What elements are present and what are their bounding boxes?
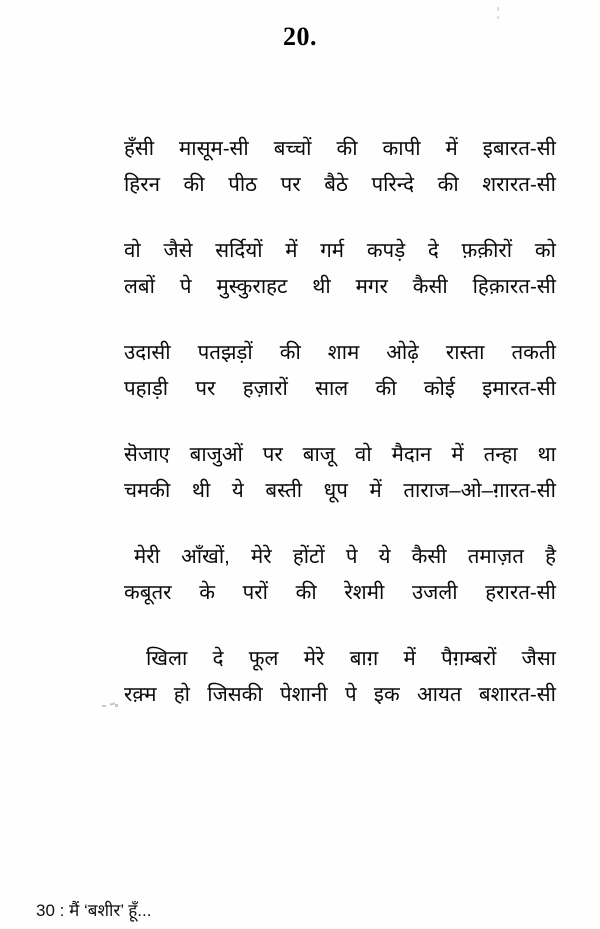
poem-word: मुस्कुराहट [216,275,288,298]
poem-word: हरारत-सी [485,581,556,604]
poem-word: ये [231,479,244,502]
poem-word: पेशानी [280,683,328,706]
poem-word: बशारत-सी [478,683,556,706]
poem-word: आयत [417,683,462,706]
poem-word: वो [354,443,372,466]
poem-word: सर्दियों [215,239,263,262]
poem-word: पर [195,377,216,400]
poem-word: हज़ारों [242,377,288,400]
poem-word: के [199,581,215,604]
poem-word: इक [373,683,400,706]
poem-word: की [295,581,317,604]
poem-word: बाग़ [349,647,379,670]
poem-couplet [124,233,556,305]
poem-couplet [124,335,556,407]
poem-word: थी [312,275,331,298]
poem-line [124,473,556,509]
poem-couplet [124,539,556,611]
poem-word: हिक़ारत-सी [472,275,556,298]
poem-word: हो [173,683,190,706]
poem-word: फूल [248,647,279,670]
poem-word: तन्हा [483,443,518,466]
poem-word: की [183,173,205,196]
margin-scan-artifact-icon [102,702,120,708]
poem-word: मेरे [303,647,325,670]
page-footer: 30 : मैं ‘बशीर’ हूँ... [36,901,152,920]
scan-speck-icon [497,7,499,11]
poem-word: होंटों [292,545,325,568]
poem-word: सॆजाए [124,443,170,466]
poem-line [124,539,556,575]
poem-line [124,677,556,713]
poem-word: थी [191,479,211,502]
poem-word: ओढ़े [386,341,419,364]
poem-word: उदासी [124,341,171,364]
poem-line [124,335,556,371]
poem-word: बच्चों [273,137,312,160]
poem-word: खिला [146,647,188,670]
poem-word: पहाड़ी [124,377,169,400]
poem-word: है [545,545,556,568]
poem-word: चमकी [124,479,171,502]
poem-word: कबूतर [124,581,172,604]
poem-word: शरारत-सी [482,173,556,196]
poem-word: इमारत-सी [482,377,556,400]
scan-speck-icon [497,16,499,19]
poem-word: साल [315,377,349,400]
poem-word: गर्म [320,239,345,262]
poem-word: मेरे [251,545,272,568]
poem-line [124,437,556,473]
poem-word: आँखों, [181,545,230,568]
poem-word: में [285,239,298,262]
poem-word: बस्ती [265,479,303,502]
poem-word: पर [262,443,283,466]
poem-word: उजली [411,581,458,604]
poem-word: की [336,137,358,160]
poem-word: दे [427,239,439,262]
poem-word: कोई [423,377,455,400]
poem-word: पीठ [228,173,258,196]
poem-word: मेरी [134,545,160,568]
poem-word: में [403,647,416,670]
poem-line [124,641,556,677]
poem-line [124,575,556,611]
poem-word: शाम [327,341,360,364]
poem-word: की [437,173,459,196]
poem-word: ताराज–ओ–ग़ारत-सी [403,479,556,502]
poem-word: रेशमी [344,581,385,604]
poem-word: बैठे [324,173,348,196]
poem-couplet [124,131,556,203]
poem-couplet [124,437,556,509]
poem-word: कपड़े [366,239,406,262]
poem-word: दे [212,647,224,670]
poem-line [124,269,556,305]
poem-word: पैग़म्बरों [441,647,497,670]
poem-word: जिसकी [207,683,263,706]
poem-word: को [534,239,556,262]
poem-word: की [375,377,397,400]
poem-word: वो [124,239,141,262]
poem-word: रक़्म [124,683,157,706]
poem-word: पे [179,275,192,298]
poem-word: पे [344,683,357,706]
poem-word: पे [345,545,358,568]
poem-line [124,167,556,203]
poem-word: परिन्दे [371,173,415,196]
poem-word: में [451,443,464,466]
poem-line [124,233,556,269]
poem-word: हँसी [124,137,155,160]
poem-word: धूप [323,479,348,502]
poem-word: तकती [511,341,556,364]
poem-word: रास्ता [445,341,485,364]
poem-couplet [124,641,556,713]
poem-word: पर [280,173,301,196]
poem-word: था [537,443,556,466]
poem-word: कापी [382,137,421,160]
poem-word: इबारत-सी [482,137,556,160]
poem-word: फ़क़ीरों [461,239,513,262]
poem-body [124,131,556,713]
poem-word: मगर [355,275,388,298]
poem-word: लबों [124,275,155,298]
poem-line [124,131,556,167]
poem-word: में [369,479,382,502]
poem-word: पतझड़ों [197,341,253,364]
poem-word: जैसे [163,239,193,262]
poem-word: ये [378,545,391,568]
poem-word: परों [242,581,268,604]
poem-word: जैसा [521,647,556,670]
poem-word: कैसी [412,275,448,298]
poem-word: मासूम-सी [179,137,249,160]
poem-word: तमाज़त [467,545,524,568]
poem-word: की [279,341,301,364]
poem-word: बाजुओं [189,443,243,466]
page-number-heading: 20. [283,22,317,51]
poem-line [124,371,556,407]
poem-word: मैदान [391,443,432,466]
poem-word: कैसी [411,545,447,568]
poem-word: बाजू [302,443,335,466]
poem-word: में [445,137,458,160]
poem-word: हिरन [124,173,160,196]
